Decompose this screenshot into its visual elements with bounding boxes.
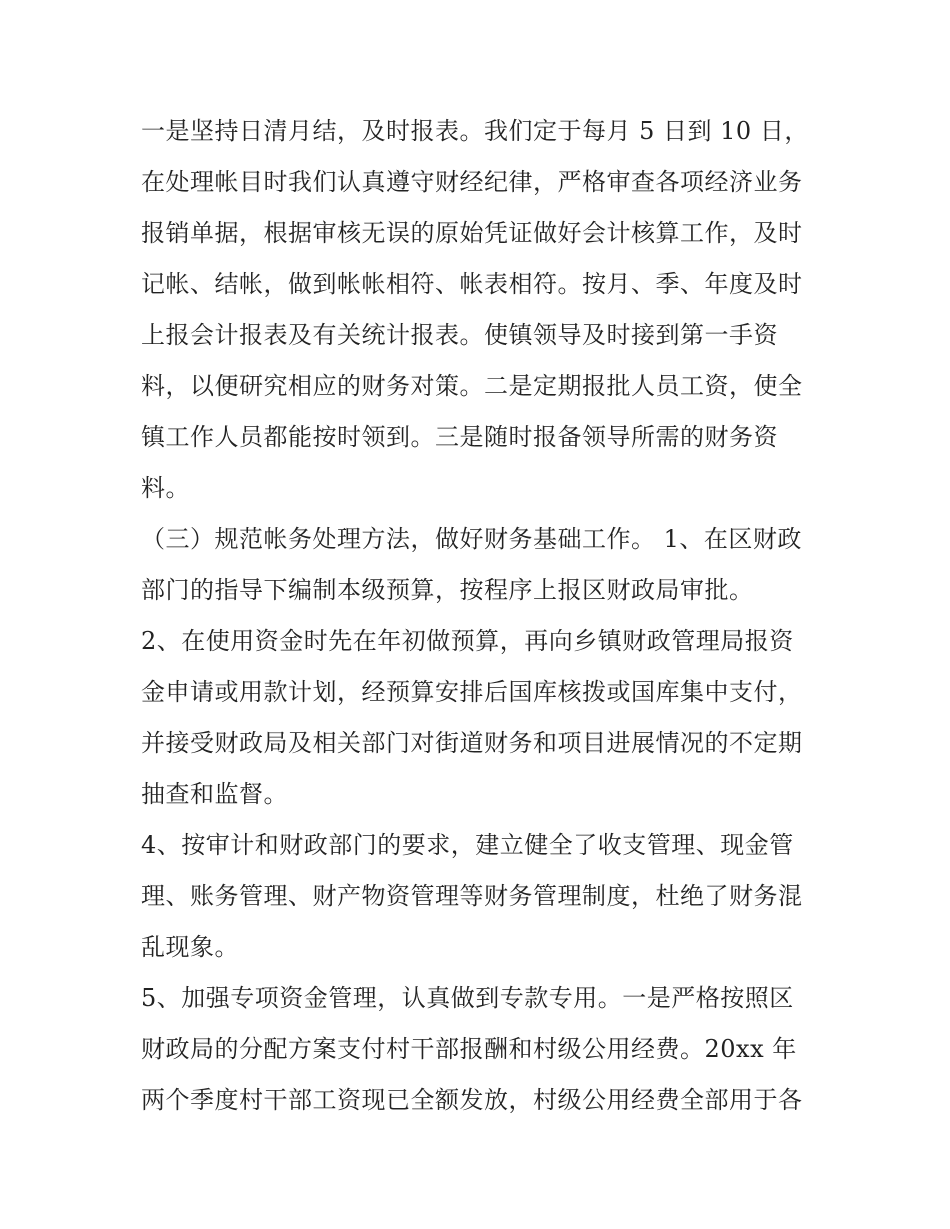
text-line: 部门的指导下编制本级预算，按程序上报区财政局审批。: [141, 576, 754, 604]
text-line: 理、账务管理、财产物资管理等财务管理制度，杜绝了财务混: [141, 882, 803, 910]
text-line: 财政局的分配方案支付村干部报酬和村级公用经费。20xx 年: [141, 1035, 797, 1063]
text-line: 上报会计报表及有关统计报表。使镇领导及时接到第一手资: [141, 321, 778, 349]
text-line: 4、按审计和财政部门的要求，建立健全了收支管理、现金管: [141, 831, 794, 859]
text-line: 5、加强专项资金管理，认真做到专款专用。一是严格按照区: [141, 984, 794, 1012]
text-line: 金申请或用款计划，经预算安排后国库核拨或国库集中支付，: [141, 678, 803, 706]
text-line: 料，以便研究相应的财务对策。二是定期报批人员工资，使全: [141, 372, 803, 400]
text-line: 报销单据，根据审核无误的原始凭证做好会计核算工作，及时: [141, 219, 803, 247]
text-line: 抽查和监督。: [141, 780, 288, 808]
text-line: 乱现象。: [141, 933, 239, 961]
text-line: 在处理帐目时我们认真遵守财经纪律，严格审查各项经济业务: [141, 168, 803, 196]
text-line: 一是坚持日清月结，及时报表。我们定于每月 5 日到 10 日，: [141, 117, 809, 145]
section-heading-line: （三）规范帐务处理方法，做好财务基础工作。 1、在区财政: [141, 525, 802, 553]
text-line: 料。: [141, 474, 190, 502]
text-line: 2、在使用资金时先在年初做预算，再向乡镇财政管理局报资: [141, 627, 794, 655]
text-line: 并接受财政局及相关部门对街道财务和项目进展情况的不定期: [141, 729, 803, 757]
document-body: [141, 106, 821, 1126]
text-line: 两个季度村干部工资现已全额发放，村级公用经费全部用于各: [141, 1086, 803, 1114]
text-line: 镇工作人员都能按时领到。三是随时报备领导所需的财务资: [141, 423, 778, 451]
text-line: 记帐、结帐，做到帐帐相符、帐表相符。按月、季、年度及时: [141, 270, 803, 298]
